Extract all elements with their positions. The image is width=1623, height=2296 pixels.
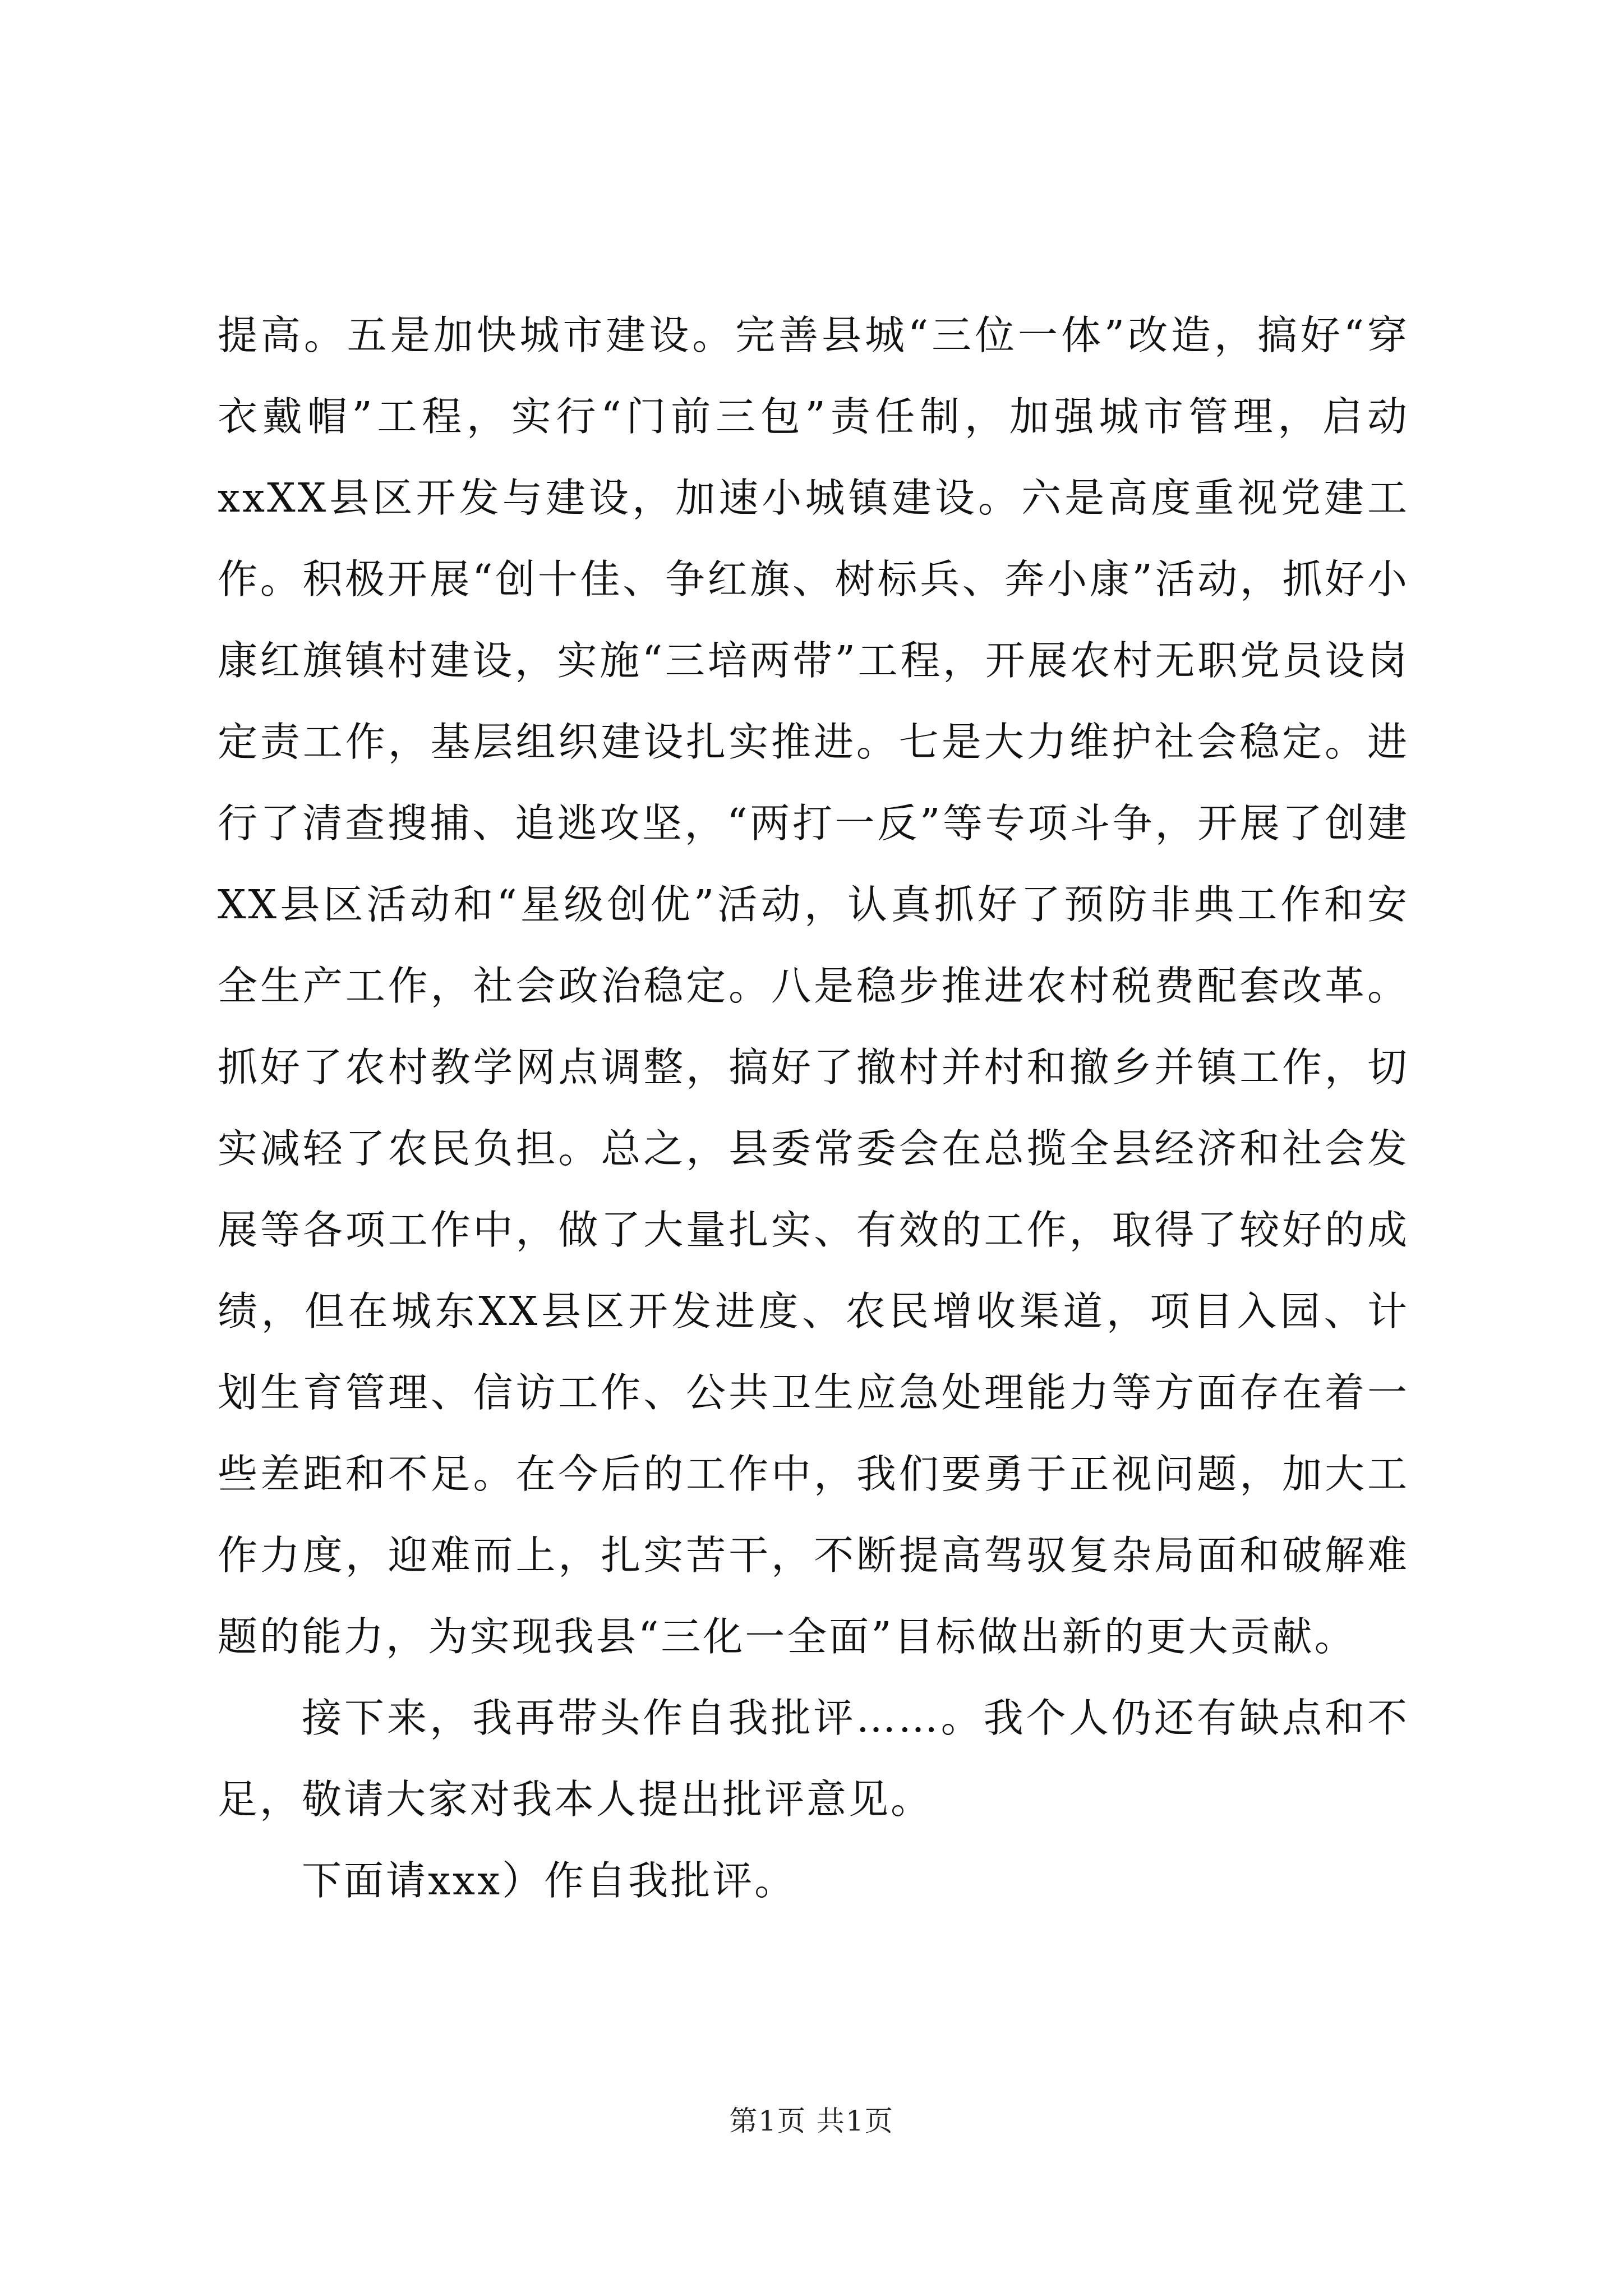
- document-body: [218, 295, 1409, 1921]
- page-number: 第1页 共1页: [729, 2105, 894, 2137]
- paragraph-next-speaker: 下面请xxx）作自我批评。: [302, 1857, 797, 1904]
- paragraph-work-summary: 提高。五是加快城市建设。完善县城“三位一体”改造，搞好“穿衣戴帽”工程，实行“门前三包”责任制，加强城市管理，启动xxXX县区开发与建设，加速小城镇建设。六是高度重视党建工作。积极开展“创十佳、争红旗、树标兵、奔小康”活动，抓好小康红旗镇村建设，实施“三培两带”工程，开展农村无职党员设岗定责工作，基层组织建设扎实推进。七是大力维护社会稳定。进行了清查搜捕、追逃攻坚，“两打一反”等专项斗争，开展了创建XX县区活动和“星级创优”活动，认真抓好了预防非典工作和安全生产工作，社会政治稳定。八是稳步推进农村税费配套改革。抓好了农村教学网点调整，搞好了撤村并村和撤乡并镇工作，切实减轻了农民负担。总之，县委常委会在总揽全县经济和社会发展等各项工作中，做了大量扎实、有效的工作，取得了较好的成绩，但在城东XX县区开发进度、农民增收渠道，项目入园、计划生育管理、信访工作、公共卫生应急处理能力等方面存在着一些差距和不足。在今后的工作中，我们要勇于正视问题，加大工作力度，迎难而上，扎实苦干，不断提高驾驭复杂局面和破解难题的能力，为实现我县“三化一全面”目标做出新的更大贡献。: [218, 312, 1409, 1660]
- paragraph-self-criticism: 接下来，我再带头作自我批评……。我个人仍还有缺点和不足，敬请大家对我本人提出批评意见。: [218, 1695, 1409, 1823]
